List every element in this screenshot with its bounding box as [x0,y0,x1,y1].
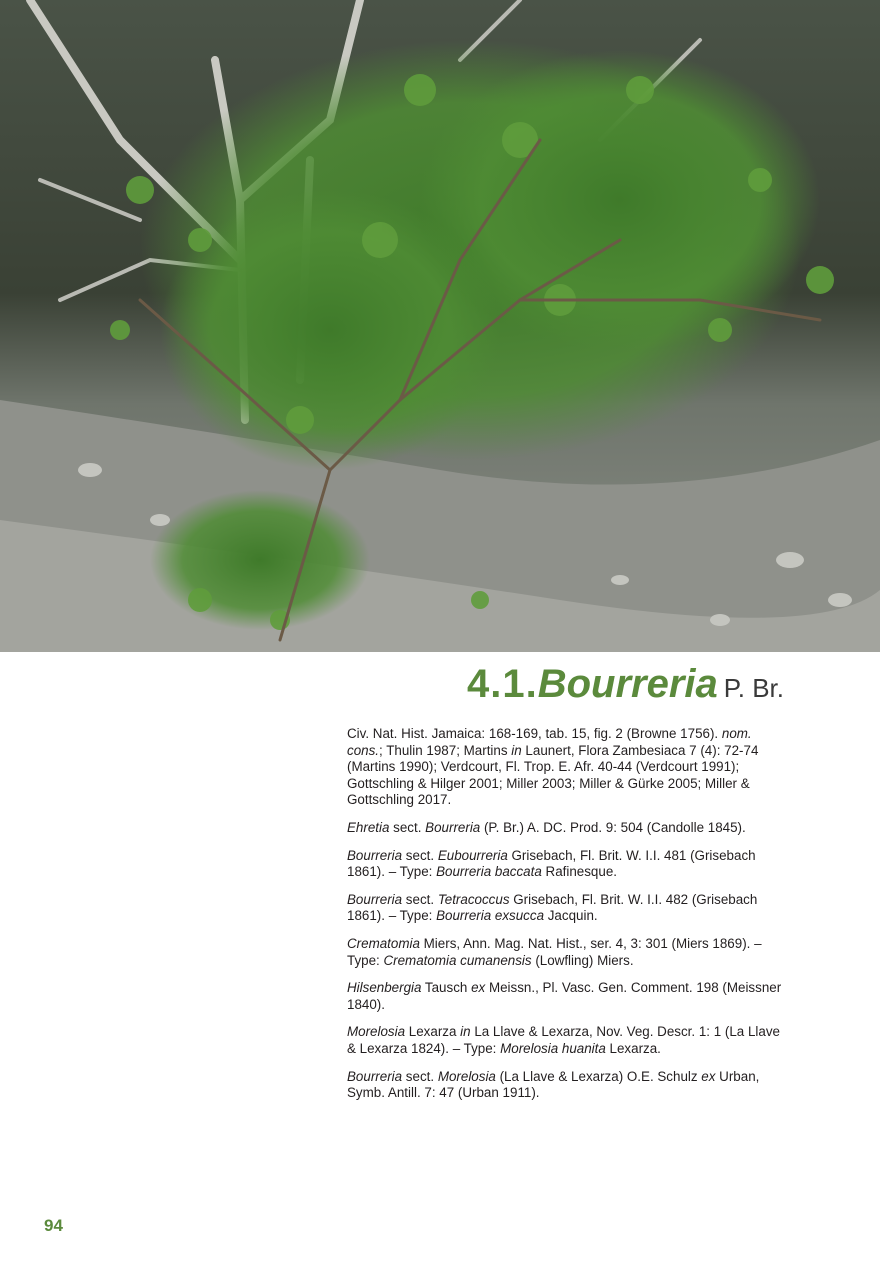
italic-text: Morelosia [347,1024,406,1040]
text-run: (P. Br.) A. DC. Prod. 9: 504 (Candolle 1845). [480,819,746,835]
italic-text: nom. cons. [347,726,752,758]
text-run: sect. [402,1068,438,1084]
italic-text: Bourreria [347,891,403,907]
italic-text: Bourreria [425,819,481,835]
text-run: Urban, Symb. Antill. 7: 47 (Urban 1911). [347,1068,760,1101]
text-run: Miers, Ann. Mag. Nat. Hist., ser. 4, 3: 301 (Miers 1869). – Type: [347,935,762,968]
italic-text: in [511,742,522,758]
text-run: Jacquin. [544,908,598,924]
text-run: sect. [389,819,426,835]
text-run: Grisebach, Fl. Brit. W. I.I. 481 (Grisebach 1861). – Type: [347,847,756,880]
reference-entry [347,936,785,969]
text-run: (La Llave & Lexarza) O.E. Schulz [495,1068,702,1084]
genus-heading [467,662,784,707]
section-number: 4.1. [466,662,538,706]
reference-list [347,726,785,1113]
text-run: Civ. Nat. Hist. Jamaica: 168-169, tab. 15, fig. 2 (Browne 1756). [347,726,722,741]
italic-text: Hilsenbergia [347,980,422,996]
text-run: sect. [402,847,438,863]
text-run: Tausch [421,980,472,996]
reference-entry [347,980,785,1013]
italic-text: Bourreria exsucca [436,908,545,924]
italic-text: ex [471,980,486,996]
reference-entry [347,1069,785,1102]
text-run: Meissn., Pl. Vasc. Gen. Comment. 198 (Meissner 1840). [347,980,782,1012]
italic-text: Crematomia [347,935,420,951]
text-run: Grisebach, Fl. Brit. W. I.I. 482 (Grisebach 1861). – Type: [347,891,758,924]
italic-text: ex [701,1068,716,1084]
reference-entry [347,1024,785,1057]
reference-entry [347,848,785,881]
text-run: ; Thulin 1987; Martins [379,742,512,758]
text-run: La Llave & Lexarza, Nov. Veg. Descr. 1: 1 (La Llave & Lexarza 1824). – Type: [347,1024,780,1056]
text-run: sect. [402,891,438,907]
italic-text: Crematomia cumanensis [383,952,532,968]
italic-text: Tetracoccus [437,891,510,907]
italic-text: Ehretia [347,819,390,835]
page-number: 94 [44,1216,63,1235]
reference-entry [347,820,785,837]
reference-entry [347,892,785,925]
italic-text: Bourreria [347,1068,403,1084]
genus-author: P. Br. [723,673,784,703]
italic-text: Bourreria baccata [436,864,542,880]
text-run: Launert, Flora Zambesiaca 7 (4): 72-74 (Martins 1990); Verdcourt, Fl. Trop. E. Afr. 40-44 (Verdcourt 1991); Gottschling & Hilger 2001; Miller 2003; Miller & Gürke 2005; Miller & Gottschling 2017. [347,742,759,808]
italic-text: Morelosia huanita [500,1040,606,1056]
reference-entry [347,726,785,809]
text-run: Lexarza. [605,1040,661,1056]
text-run: Rafinesque. [541,864,617,880]
text-run: (Lowfling) Miers. [531,952,634,968]
text-run: Lexarza [405,1024,461,1040]
genus-name: Bourreria [537,662,718,706]
italic-text: Morelosia [437,1068,496,1084]
italic-text: in [460,1024,471,1040]
italic-text: Eubourreria [437,847,508,863]
italic-text: Bourreria [347,847,403,863]
